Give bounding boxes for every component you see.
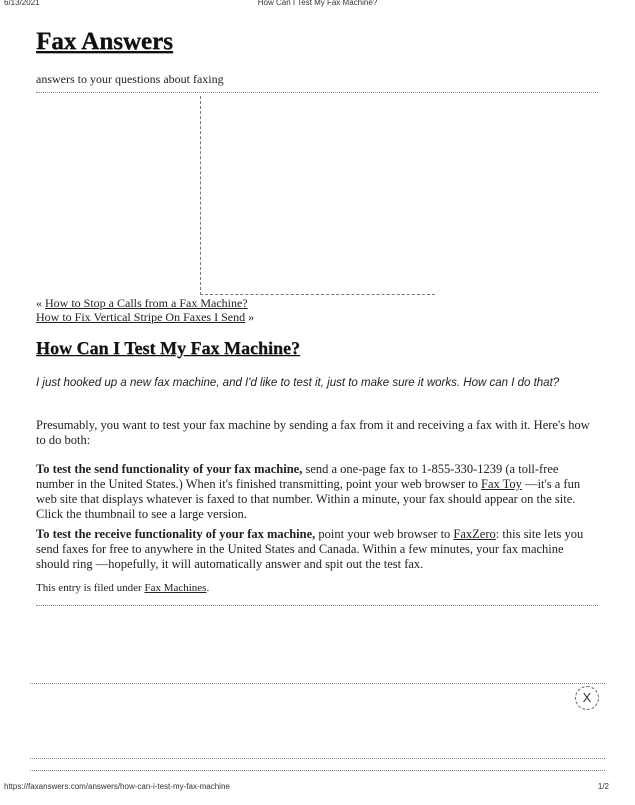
ad-placeholder [200, 96, 435, 295]
prev-arrow: « [36, 296, 45, 310]
faxzero-link[interactable]: FaxZero [453, 527, 496, 541]
post-title[interactable]: How Can I Test My Fax Machine? [36, 338, 301, 358]
send-test-heading: To test the send functionality of your fax machine, [36, 462, 303, 476]
category-link[interactable]: Fax Machines [144, 582, 207, 594]
receive-test-heading: To test the receive functionality of your fax machine, [36, 527, 316, 541]
print-date: 6/13/2021 [4, 0, 40, 7]
post-intro: Presumably, you want to test your fax machine by sending a fax from it and receiving a fax with it. Here's how to do both: [36, 418, 590, 447]
print-footer [0, 782, 635, 796]
next-post-link[interactable]: How to Fix Vertical Stripe On Faxes I Send [36, 310, 246, 324]
next-arrow: » [245, 310, 255, 324]
header-divider [36, 92, 598, 93]
section-divider [30, 683, 605, 684]
prev-post-nav [36, 296, 248, 311]
site-title[interactable]: Fax Answers [36, 28, 173, 55]
print-header [0, 0, 635, 12]
footer-divider-top [30, 758, 605, 759]
print-url: https://faxanswers.com/answers/how-can-i-test-my-fax-machine [4, 782, 230, 791]
post-divider [36, 605, 598, 606]
footer-divider-bottom [30, 770, 605, 771]
send-test-paragraph: To test the send functionality of your fax machine, send a one-page fax to 1-855-330-1239 (a toll-free number in the United States.) When it's finished transmitting, point your web browser to Fax Toy —it's a fun web site that displays whatever is faxed to that number. Within a minute, your fax should appear on the site. Click the thumbnail to see a large version. [36, 462, 581, 521]
filed-under: This entry is filed under Fax Machines. [36, 582, 210, 594]
site-tagline: answers to your questions about faxing [36, 72, 224, 86]
print-page-title: How Can I Test My Fax Machine? [257, 0, 378, 7]
receive-test-paragraph: To test the receive functionality of your fax machine, point your web browser to FaxZero: this site lets you send faxes for free to anywhere in the United States and Canada. Within a few minutes, your fax machine should ring —hopefully, it will automatically answer and spit out the test fax. [36, 527, 584, 571]
next-post-nav [36, 310, 254, 325]
prev-post-link[interactable]: How to Stop a Calls from a Fax Machine? [45, 296, 248, 310]
page-number: 1/2 [597, 782, 609, 791]
fax-toy-link[interactable]: Fax Toy [481, 477, 522, 491]
close-button[interactable]: X [575, 686, 599, 710]
post-question: I just hooked up a new fax machine, and I'd like to test it, just to make sure it works. How can I do that? [36, 377, 560, 389]
